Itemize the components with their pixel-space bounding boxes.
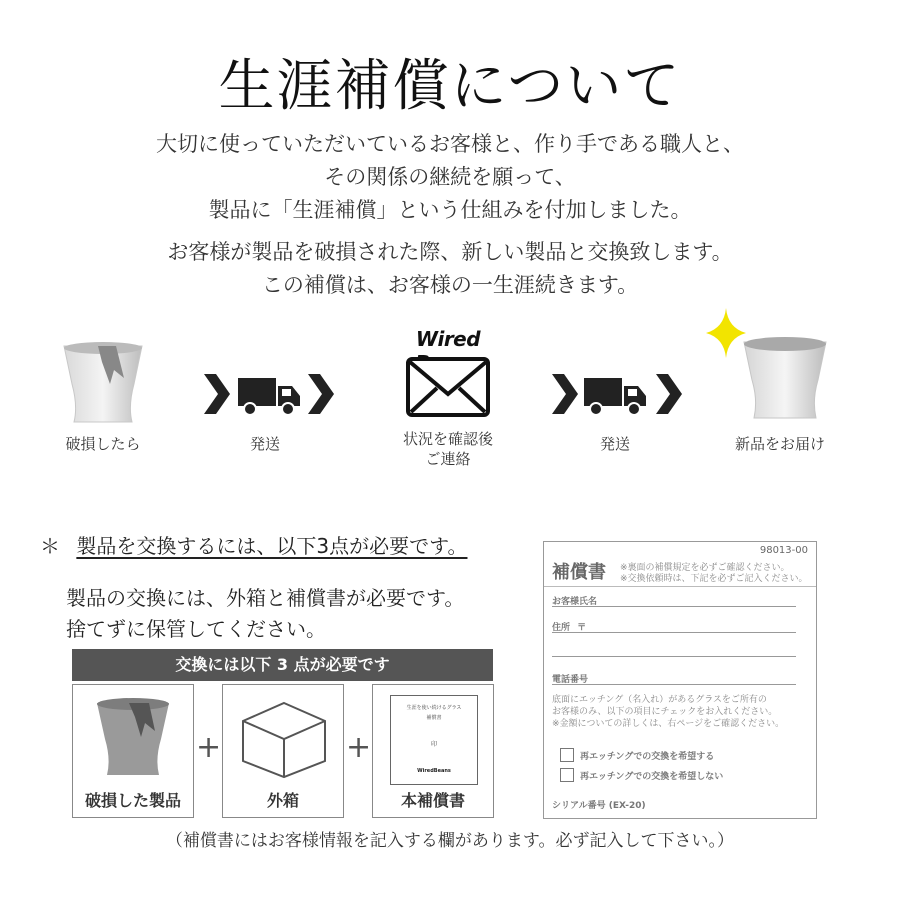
card-name-label: お客様氏名 <box>552 597 598 607</box>
card-serial-label: シリアル番号 (EX-20) <box>552 801 646 811</box>
broken-cup-icon <box>58 340 148 432</box>
new-cup-icon <box>740 336 830 426</box>
intro-line-4: お客様が製品を破損された際、新しい製品と交換致します。 <box>167 240 733 264</box>
warranty-card-sample <box>543 541 817 819</box>
note-body-line-2: 捨てずに保管してください。 <box>66 617 326 641</box>
asterisk: ＊ <box>40 534 60 558</box>
heading-text: 製品を交換するには、以下3点が必要です。 <box>76 534 468 558</box>
item-outer-box <box>222 684 344 818</box>
item-warranty-label: 本補償書 <box>400 791 465 810</box>
footnote: （補償書にはお客様情報を記入する欄があります。必ず記入して下さい。） <box>165 831 735 851</box>
item-broken-product <box>72 684 194 818</box>
mini-doc-stamp: 印 <box>430 741 437 748</box>
step-confirm-label-2: ご連絡 <box>425 450 471 468</box>
note-body-line-1: 製品の交換には、外箱と補償書が必要です。 <box>66 586 465 610</box>
plus-sign-2: + <box>346 730 372 765</box>
requirements-bar: 交換には以下 3 点が必要です <box>72 649 493 681</box>
truck-icon <box>584 376 648 422</box>
card-desc-line-3: ※金額についての詳しくは、右ページをご確認ください。 <box>552 719 785 729</box>
box-icon <box>239 699 329 783</box>
intro-line-3: 製品に「生涯補償」という仕組みを付加しました。 <box>208 198 692 222</box>
brand-logo: Wired <box>415 327 481 351</box>
mini-doc-line-2: 補償書 <box>426 715 442 721</box>
card-code: 98013-00 <box>759 545 808 556</box>
broken-cup-icon <box>91 695 175 785</box>
page-title: 生涯補償について <box>218 54 682 119</box>
card-desc-line-1: 底面にエッチング（名入れ）があるグラスをご所有の <box>552 695 767 705</box>
card-phone-label: 電話番号 <box>552 675 589 685</box>
checkbox-decline-reetching <box>560 768 574 782</box>
card-divider <box>544 586 816 587</box>
check-label-2: 再エッチングでの交換を希望しない <box>580 772 724 782</box>
card-note-1: ※裏面の補償規定を必ずご確認ください。 <box>620 563 790 573</box>
truck-icon <box>238 376 302 422</box>
mini-doc-line-1: 生涯を使い続けるグラス <box>406 705 462 711</box>
item-product-label: 破損した製品 <box>84 791 181 810</box>
check-label-1: 再エッチングでの交換を希望する <box>580 752 715 762</box>
intro-line-2: その関係の継続を願って、 <box>324 165 576 189</box>
address-field-2 <box>552 656 796 657</box>
intro-line-5: この補償は、お客様の一生涯続きます。 <box>261 273 639 297</box>
phone-field <box>552 684 796 685</box>
address-field-1 <box>552 632 796 633</box>
card-address-text: 住所 <box>552 623 571 633</box>
plus-sign-1: + <box>196 730 222 765</box>
exchange-requirements-heading <box>40 530 467 559</box>
step-deliver-label: 新品をお届け <box>734 435 825 453</box>
note-body <box>66 583 464 645</box>
card-note-2: ※交換依頼時は、下記を必ずご記入ください。 <box>620 574 808 584</box>
warranty-document-icon <box>390 695 478 785</box>
mini-doc-brand: WiredBeans <box>417 768 451 774</box>
card-desc-line-2: お客様のみ、以下の項目にチェックをお入れください。 <box>552 707 778 717</box>
item-warranty-card <box>372 684 494 818</box>
item-box-label: 外箱 <box>266 791 299 810</box>
step-damaged-label: 破損したら <box>65 435 141 453</box>
card-postal-mark: 〒 <box>577 623 587 633</box>
step-ship-label-1: 発送 <box>249 435 280 453</box>
step-ship-label-2: 発送 <box>599 435 630 453</box>
card-title: 補償書 <box>552 562 606 583</box>
card-description <box>552 694 784 730</box>
name-field <box>552 606 796 607</box>
envelope-icon <box>405 356 491 422</box>
intro-line-1: 大切に使っていただいているお客様と、作り手である職人と、 <box>156 132 744 156</box>
checkbox-request-reetching <box>560 748 574 762</box>
step-confirm-label-1: 状況を確認後 <box>402 430 493 448</box>
